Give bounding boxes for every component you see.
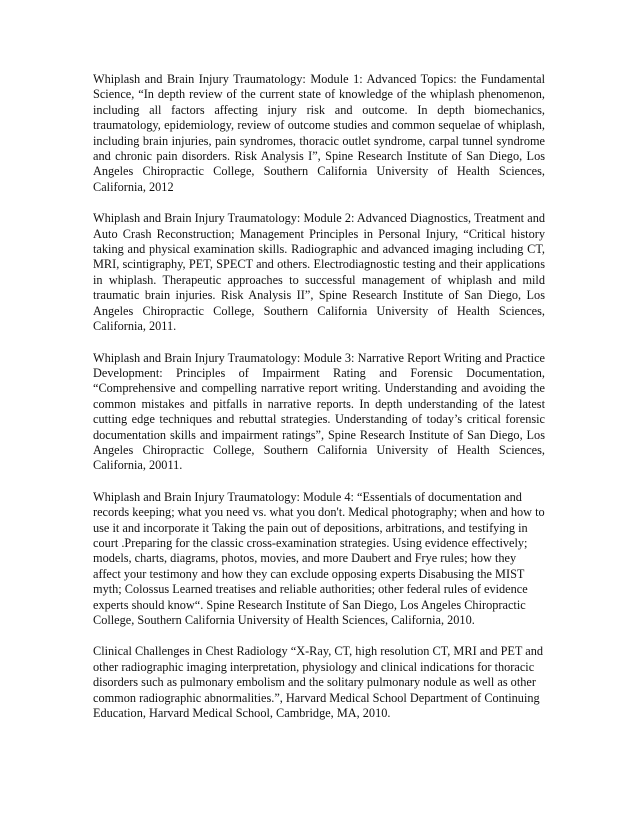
course-entry-module-4: Whiplash and Brain Injury Traumatology: Module 4: “Essentials of documentation and records keeping; what you need vs. what you don't. Medical photography; when and how to use it and incorporate it Taking the pain out of depositions, arbitrations, and testifying in court .Preparing for the classic cross-examination strategies. Using evidence effectively; models, charts, diagrams, photos, movies, and more Daubert and Frye rules; how they affect your testimony and how they can exclude opposing experts Disabusing the MIST myth; Colossus Learned treatises and reliable authorities; other federal rules of evidence experts should know“. Spine Research Institute of San Diego, Los Angeles Chiropractic College, Southern California University of Health Sciences, California, 2010. — [93, 489, 545, 627]
course-entry-module-3: Whiplash and Brain Injury Traumatology: Module 3: Narrative Report Writing and Practice Development: Principles of Impairment Rating and Forensic Documentation, “Comprehensive and compelling narrative report writing. Understanding and avoiding the common mistakes and pitfalls in narrative reports. In depth understanding of the latest cutting edge techniques and rebuttal strategies. Understanding of today’s critical forensic documentation skills and impairment ratings”, Spine Research Institute of San Diego, Los Angeles Chiropractic College, Southern California University of Health Sciences, California, 20011. — [93, 350, 545, 473]
course-entry-module-2: Whiplash and Brain Injury Traumatology: Module 2: Advanced Diagnostics, Treatment and Auto Crash Reconstruction; Management Principles in Personal Injury, “Critical history taking and physical examination skills. Radiographic and advanced imaging including CT, MRI, scintigraphy, PET, SPECT and others. Electrodiagnostic testing and their applications in whiplash. Therapeutic approaches to successful management of whiplash and mild traumatic brain injuries. Risk Analysis II”, Spine Research Institute of San Diego, Los Angeles Chiropractic College, Southern California University of Health Sciences, California, 2011. — [93, 211, 545, 334]
document-body — [93, 72, 545, 737]
course-entry-module-1: Whiplash and Brain Injury Traumatology: Module 1: Advanced Topics: the Fundamental Science, “In depth review of the current state of knowledge of the whiplash phenomenon, including all factors affecting injury risk and outcome. In depth biomechanics, traumatology, epidemiology, review of outcome studies and common sequelae of whiplash, including brain injuries, pain syndromes, thoracic outlet syndrome, carpal tunnel syndrome and chronic pain disorders. Risk Analysis I”, Spine Research Institute of San Diego, Los Angeles Chiropractic College, Southern California University of Health Sciences, California, 2012 — [93, 72, 545, 194]
course-entry-chest-radiology: Clinical Challenges in Chest Radiology “X-Ray, CT, high resolution CT, MRI and PET and other radiographic imaging interpretation, physiology and clinical indications for thoracic disorders such as pulmonary embolism and the solitary pulmonary nodule as well as other common radiographic abnormalities.”, Harvard Medical School Department of Continuing Education, Harvard Medical School, Cambridge, MA, 2010. — [93, 644, 544, 721]
